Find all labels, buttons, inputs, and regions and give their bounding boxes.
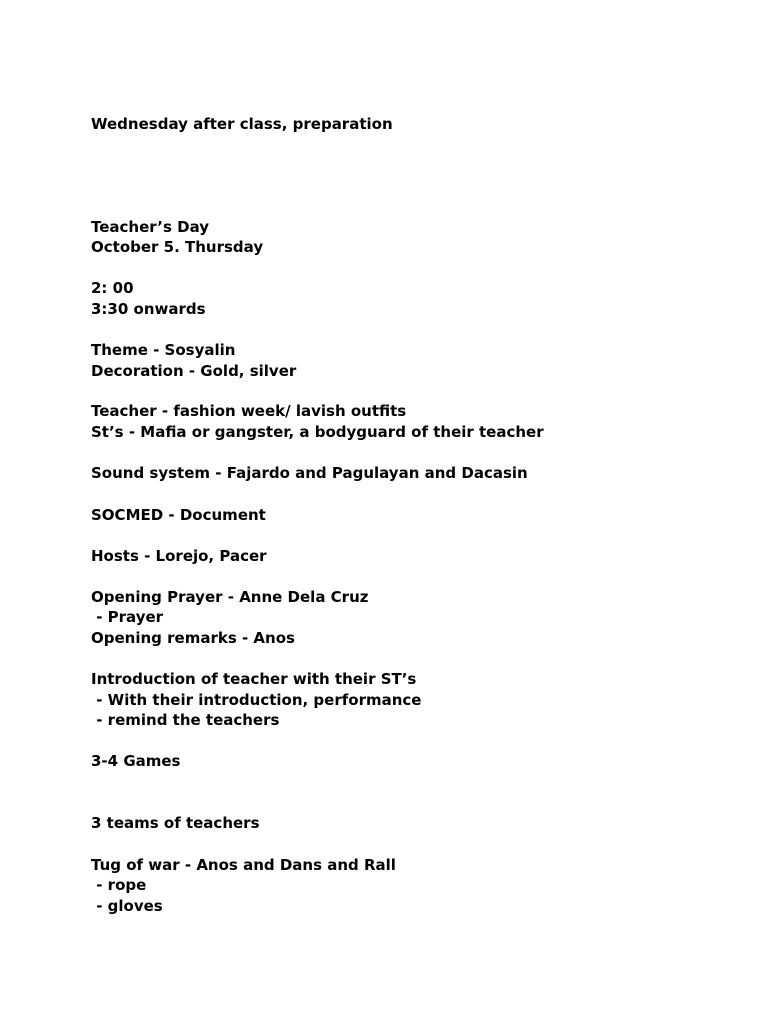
introduction-subitem-performance: - With their introduction, performance xyxy=(91,691,422,709)
theme-line: Theme - Sosyalin xyxy=(91,341,236,359)
tug-of-war-subitem-gloves: - gloves xyxy=(91,897,163,915)
sound-system-line: Sound system - Fajardo and Pagulayan and Dacasin xyxy=(91,464,528,482)
prayer-subitem: - Prayer xyxy=(91,608,164,626)
start-time-line: 2: 00 xyxy=(91,279,134,297)
teacher-outfit-line: Teacher - fashion week/ lavish outfits xyxy=(91,402,407,420)
students-outfit-line: St’s - Mafia or gangster, a bodyguard of their teacher xyxy=(91,423,544,441)
hosts-line: Hosts - Lorejo, Pacer xyxy=(91,547,267,565)
event-title-line: Teacher’s Day xyxy=(91,218,210,236)
event-date-line: October 5. Thursday xyxy=(91,238,264,256)
introduction-line: Introduction of teacher with their ST’s xyxy=(91,670,417,688)
preparation-heading: Wednesday after class, preparation xyxy=(91,115,393,133)
opening-remarks-line: Opening remarks - Anos xyxy=(91,629,295,647)
socmed-line: SOCMED - Document xyxy=(91,506,266,524)
tug-of-war-line: Tug of war - Anos and Dans and Rall xyxy=(91,856,396,874)
program-time-line: 3:30 onwards xyxy=(91,300,206,318)
decoration-line: Decoration - Gold, silver xyxy=(91,362,297,380)
games-line: 3-4 Games xyxy=(91,752,181,770)
opening-prayer-line: Opening Prayer - Anne Dela Cruz xyxy=(91,588,369,606)
introduction-subitem-remind: - remind the teachers xyxy=(91,711,280,729)
tug-of-war-subitem-rope: - rope xyxy=(91,876,147,894)
teams-line: 3 teams of teachers xyxy=(91,814,260,832)
